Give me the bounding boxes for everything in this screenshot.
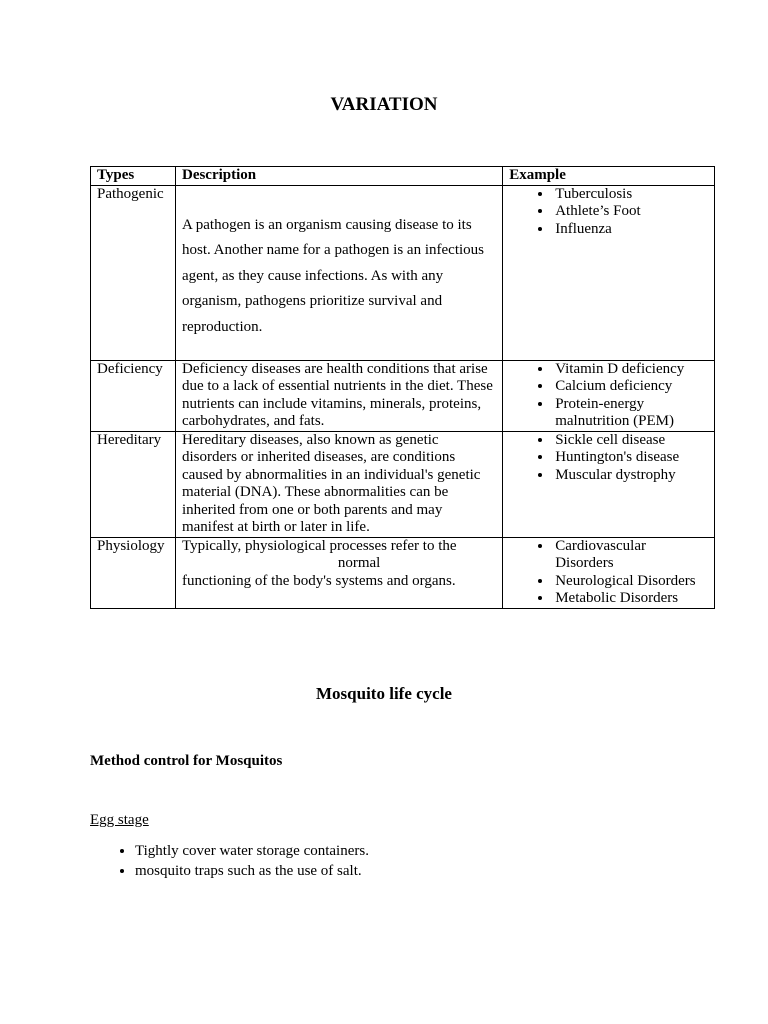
list-item: • Huntington's disease — [553, 449, 708, 467]
list-item: • Tightly cover water storage containers. — [135, 841, 369, 861]
example-list — [509, 432, 708, 485]
table-row-hereditary — [91, 431, 715, 537]
egg-stage-heading: Egg stage — [90, 812, 149, 828]
page-title: VARIATION — [330, 94, 438, 115]
description-cell: A pathogen is an organism causing disease to its host. Another name for a pathogen is an infectious agent, as they cause infections. As with any organism, pathogens prioritize survival and reproduction. — [175, 185, 502, 360]
list-item: • Neurological Disorders — [553, 573, 708, 591]
list-item: • Vitamin D deficiency — [553, 361, 708, 379]
example-cell — [503, 537, 715, 608]
list-item: • Sickle cell disease — [553, 432, 708, 450]
header-description: Description — [175, 167, 502, 186]
list-item: • Calcium deficiency — [553, 378, 708, 396]
example-cell — [503, 431, 715, 537]
table-row-pathogenic — [91, 185, 715, 360]
example-list — [509, 361, 708, 431]
list-item: • Cardiovascular Disorders — [553, 538, 708, 573]
list-item: • Muscular dystrophy — [553, 467, 708, 485]
header-example: Example — [503, 167, 715, 186]
table-row-deficiency — [91, 360, 715, 431]
variation-table — [90, 166, 715, 609]
table-row-physiology — [91, 537, 715, 608]
type-cell: Pathogenic — [91, 185, 176, 360]
type-cell: Physiology — [91, 537, 176, 608]
table-header-row — [91, 167, 715, 186]
egg-stage-list — [90, 841, 369, 881]
description-cell: Hereditary diseases, also known as genetic disorders or inherited diseases, are conditions caused by abnormalities in an individual's genetic material (DNA). These abnormalities can be inherited from one or both parents and may manifest at birth or later in life. — [175, 431, 502, 537]
description-cell — [175, 537, 502, 608]
example-cell — [503, 360, 715, 431]
subheading: Method control for Mosquitos — [90, 753, 283, 769]
example-cell — [503, 185, 715, 360]
header-types: Types — [91, 167, 176, 186]
section-title: Mosquito life cycle — [316, 684, 452, 703]
description-cell: Deficiency diseases are health conditions that arise due to a lack of essential nutrients in the diet. These nutrients can include vitamins, minerals, proteins, carbohydrates, and fats. — [175, 360, 502, 431]
list-item: • Tuberculosis — [553, 186, 708, 204]
description-part: normal — [337, 555, 381, 571]
example-list — [509, 538, 708, 608]
list-item: • Protein-energy malnutrition (PEM) — [553, 396, 708, 431]
description-part: Typically, physiological processes refer to the — [181, 537, 457, 554]
list-item: • Influenza — [553, 221, 708, 239]
list-item: • mosquito traps such as the use of salt. — [135, 861, 369, 881]
type-cell: Hereditary — [91, 431, 176, 537]
list-item: • Metabolic Disorders — [553, 590, 708, 608]
example-list — [509, 186, 708, 239]
list-item: • Athlete’s Foot — [553, 203, 708, 221]
type-cell: Deficiency — [91, 360, 176, 431]
description-part: functioning of the body's systems and organs. — [181, 572, 456, 589]
